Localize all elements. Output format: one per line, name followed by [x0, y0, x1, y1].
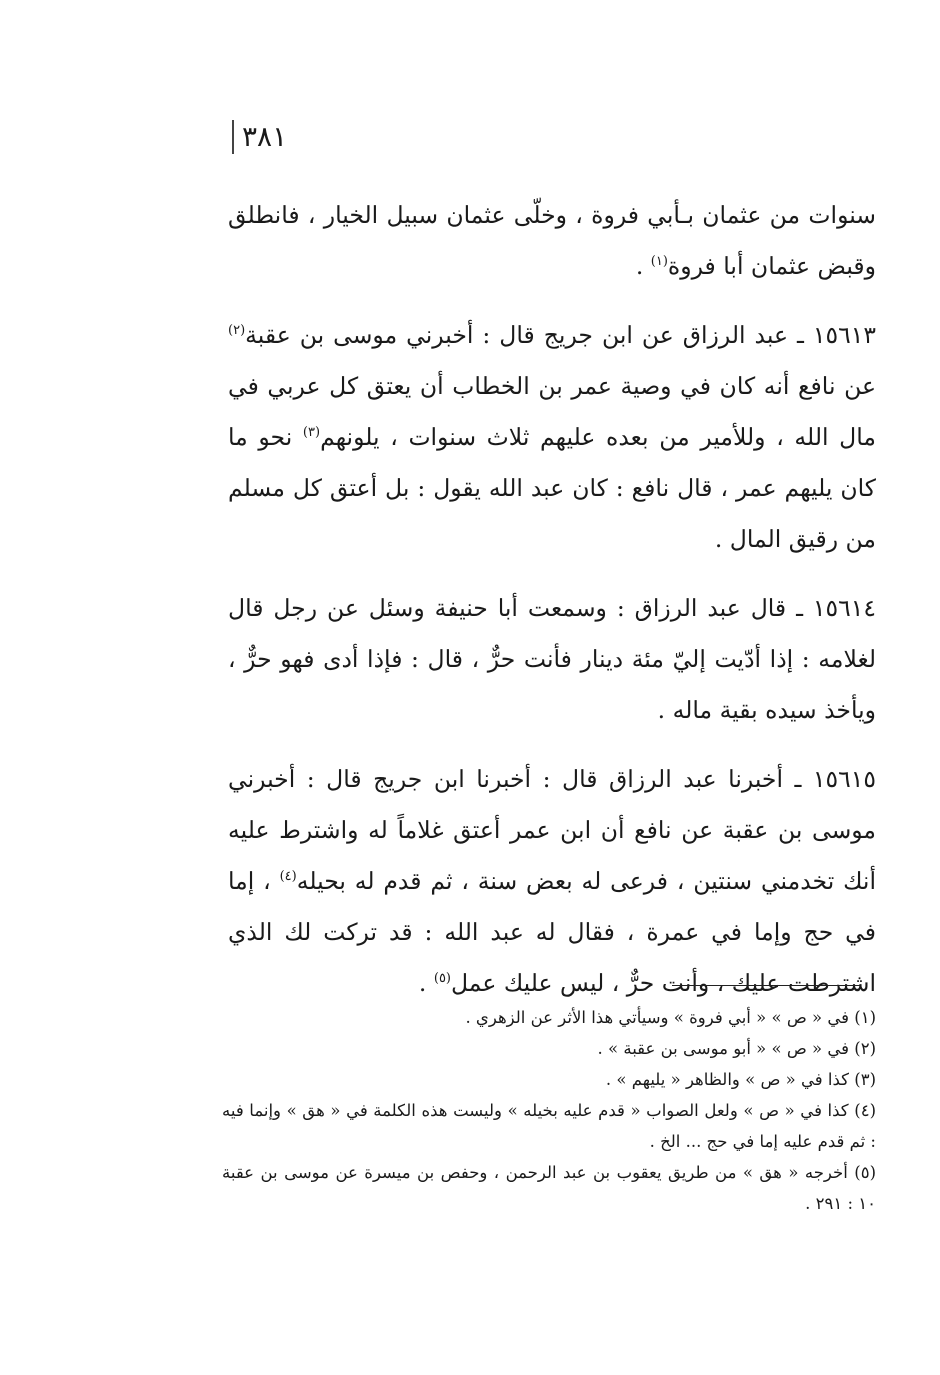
footnote-ref-5: (٥): [433, 971, 451, 987]
paragraph-text: ١٥٦١٣ ـ عبد الرزاق عن ابن جريج قال : أخبرني موسى بن عقبة: [245, 321, 876, 349]
main-text: [228, 190, 876, 1027]
footnote-ref-1: (١): [650, 254, 668, 270]
paragraph-15615: [228, 754, 876, 1009]
footnotes: [222, 1002, 876, 1219]
footnote-2: (٢) في « ص » « أبو موسى بن عقبة » .: [597, 1039, 876, 1058]
footnote-divider: [672, 985, 860, 986]
paragraph-tail: .: [635, 252, 651, 280]
paragraph-tail: عن نافع أنه كان في وصية عمر بن الخطاب أن يعتق كل عربي في مال الله ، وللأمير من بعده عليهم ثلاث سنوات ، يلونهم: [228, 372, 876, 451]
footnote-4: (٤) كذا في « ص » ولعل الصواب « قدم عليه بخيله » وليست هذه الكلمة في « هق » وإنما فيه : ثم قدم عليه إما في حج ... الخ .: [222, 1101, 876, 1151]
footnote-1: (١) في « ص » « أبي فروة » وسيأتي هذا الأثر عن الزهري .: [465, 1008, 876, 1027]
paragraph-tail-2: .: [418, 969, 434, 997]
paragraph-15614: [228, 583, 876, 736]
paragraph-text: ١٥٦١٥ ـ أخبرنا عبد الرزاق قال : أخبرنا ابن جريج قال : أخبرني موسى بن عقبة عن نافع أن ابن عمر أعتق غلاماً له واشترط عليه أنك تخدمني سنتين ، فرعى له بعض سنة ، ثم قدم له بحيله: [228, 765, 876, 895]
footnote-ref-3: (٣): [302, 425, 321, 441]
footnote-3: (٣) كذا في « ص » والظاهر « يليهم » .: [605, 1070, 876, 1089]
paragraph-tail: ، إما في حج وإما في عمرة ، فقال له عبد الله : قد تركت لك الذي اشترطت عليك ، وأنت حرٌّ ، ليس عليك عمل: [228, 867, 876, 997]
paragraph-15613: [228, 310, 876, 565]
paragraph-tail-2: نحو ما كان يليهم عمر ، قال نافع : كان عبد الله يقول : بل أعتق كل مسلم من رقيق المال .: [228, 423, 876, 553]
footnote-ref-4: (٤): [279, 869, 297, 885]
paragraph-text: سنوات من عثمان بـأبي فروة ، وخلّى عثمان سبيل الخيار ، فانطلق وقبض عثمان أبا فروة: [228, 201, 876, 280]
paragraph-text: ١٥٦١٤ ـ قال عبد الرزاق : وسمعت أبا حنيفة وسئل عن رجل قال لغلامه : إذا أدّيت إليّ مئة دينار فأنت حرٌّ ، قال : فإذا أدى فهو حرٌّ ، ويأخذ سيده بقية ماله .: [228, 594, 876, 724]
footnote-5: (٥) أخرجه « هق » من طريق يعقوب بن عبد الرحمن ، وحفص بن ميسرة عن موسى بن عقبة ١٠ : ٢٩١ .: [222, 1163, 876, 1213]
footnote-ref-2: (٢): [228, 323, 246, 339]
page-number: ٣٨١: [232, 120, 287, 154]
paragraph-1: [228, 190, 876, 292]
